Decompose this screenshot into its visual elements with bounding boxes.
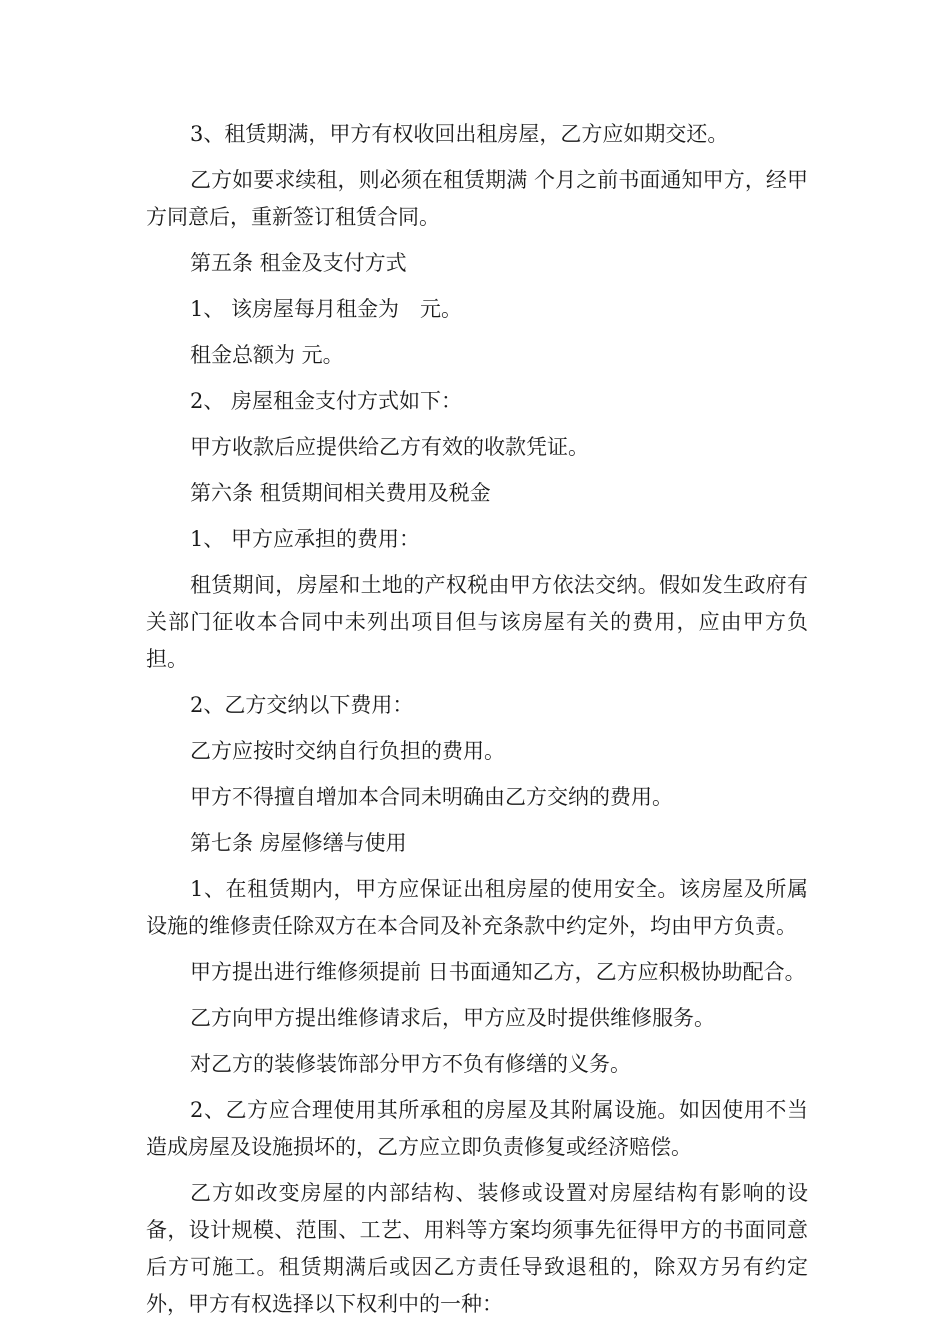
paragraph-monthly-rent: 1、 该房屋每月租金为 元。 <box>190 297 463 321</box>
paragraph-property-tax: 租赁期间，房屋和土地的产权税由甲方依法交纳。假如发生政府有关部门征收本合同中未列出项目但与该房屋有关的费用，应由甲方负担。 <box>146 573 808 671</box>
paragraph-reasonable-use: 2、乙方应合理使用其所承租的房屋及其附属设施。如因使用不当造成房屋及设施损坏的，乙方应立即负责修复或经济赔偿。 <box>146 1098 808 1159</box>
paragraph-structural-changes: 乙方如改变房屋的内部结构、装修或设置对房屋结构有影响的设备，设计规模、范围、工艺、用料等方案均须事先征得甲方的书面同意后方可施工。租赁期满后或因乙方责任导致退租的，除双方另有约定外，甲方有权选择以下权利中的一种： <box>146 1181 808 1316</box>
paragraph-lessee-pay-on-time: 乙方应按时交纳自行负担的费用。 <box>190 739 505 763</box>
paragraph-renewal-notice: 乙方如要求续租，则必须在租赁期满 个月之前书面通知甲方，经甲方同意后，重新签订租赁合同。 <box>146 168 808 229</box>
article-7-heading: 第七条 房屋修缮与使用 <box>190 831 407 855</box>
document-body <box>146 116 808 1332</box>
paragraph-receipt: 甲方收款后应提供给乙方有效的收款凭证。 <box>190 435 589 459</box>
paragraph-safety-maintenance: 1、在租赁期内，甲方应保证出租房屋的使用安全。该房屋及所属设施的维修责任除双方在本合同及补充条款中约定外，均由甲方负责。 <box>146 877 808 938</box>
paragraph-total-rent: 租金总额为 元。 <box>190 343 344 367</box>
paragraph-return-on-expiry: 3、租赁期满，甲方有权收回出租房屋，乙方应如期交还。 <box>190 122 729 146</box>
paragraph-payment-method: 2、 房屋租金支付方式如下： <box>190 389 463 413</box>
paragraph-repair-request: 乙方向甲方提出维修请求后，甲方应及时提供维修服务。 <box>190 1006 715 1030</box>
paragraph-repair-notice: 甲方提出进行维修须提前 日书面通知乙方，乙方应积极协助配合。 <box>190 960 806 984</box>
article-5-heading: 第五条 租金及支付方式 <box>190 251 407 275</box>
paragraph-lessor-fees: 1、 甲方应承担的费用： <box>190 527 421 551</box>
paragraph-no-extra-fees: 甲方不得擅自增加本合同未明确由乙方交纳的费用。 <box>190 785 673 809</box>
paragraph-lessee-fees: 2、乙方交纳以下费用： <box>190 693 414 717</box>
article-6-heading: 第六条 租赁期间相关费用及税金 <box>190 481 491 505</box>
paragraph-decoration-exclusion: 对乙方的装修装饰部分甲方不负有修缮的义务。 <box>190 1052 631 1076</box>
